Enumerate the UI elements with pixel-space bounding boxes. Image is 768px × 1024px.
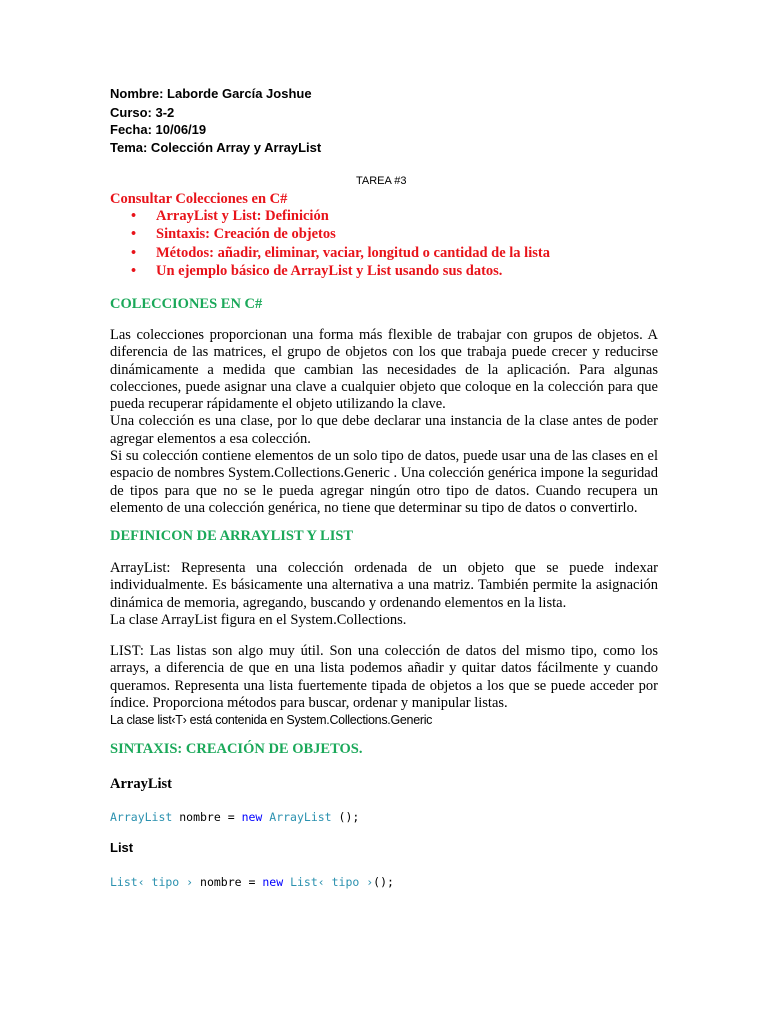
student-name: Nombre: Laborde García Joshue <box>110 86 312 101</box>
paragraph: Las colecciones proporcionan una forma más flexible de trabajar con grupos de objetos. A diferencia de las matrices, el grupo de objetos con los que trabaja puede crecer y reducirse dinámicamente a medida que cambian las necesidades de la aplicación. Para algunas colecciones, puede asignar una clave a cualquier objeto que coloque en la colección para que pueda recuperar rápidamente el objeto utilizando la clave. <box>110 327 658 413</box>
paragraph: Si su colección contiene elementos de un solo tipo de datos, puede usar una de las clases en el espacio de nombres System.Collections.Generic . Una colección genérica impone la seguridad de tipos para que no se le pueda agregar ningún otro tipo de datos. Cuando recupera un elemento de una colección genérica, no tiene que determinar su tipo de datos o convertirlo. <box>110 448 658 516</box>
code-text: (); <box>373 875 394 889</box>
list-item <box>110 263 550 281</box>
date: Fecha: 10/06/19 <box>110 122 207 137</box>
code-type: List‹ tipo › <box>110 875 194 889</box>
code-type: ArrayList <box>269 810 332 824</box>
list-item-text: ArrayList y List: Definición <box>156 208 329 224</box>
bullet-icon: • <box>131 244 137 261</box>
section-heading-sintaxis: SINTAXIS: CREACIÓN DE OBJETOS. <box>110 741 363 757</box>
list-subheading: List <box>110 840 134 855</box>
list-item <box>110 226 550 244</box>
course: Curso: 3-2 <box>110 105 175 120</box>
topic: Tema: Colección Array y ArrayList <box>110 140 322 155</box>
bullet-icon: • <box>131 226 137 243</box>
assignment-number: TAREA #3 <box>356 175 407 187</box>
arraylist-subheading: ArrayList <box>110 776 173 792</box>
section-heading-colecciones: COLECCIONES EN C# <box>110 296 263 312</box>
assignment-list <box>110 208 550 281</box>
colecciones-body <box>110 327 658 517</box>
paragraph: LIST: Las listas son algo muy útil. Son una colección de datos del mismo tipo, como los arrays, a diferencia de que en una lista podemos añadir y quitar datos fácilmente y cuando queramos. Representa una lista fuertemente tipada de objetos a los que se puede acceder por índice. Proporciona métodos para buscar, ordenar y manipular listas. <box>110 643 658 711</box>
list-item-text: Métodos: añadir, eliminar, vaciar, longitud o cantidad de la lista <box>156 244 550 261</box>
list-code-snippet <box>110 875 394 889</box>
code-text: nombre = <box>193 875 263 889</box>
list-namespace-note: La clase list‹T› está contenida en System.Collections.Generic <box>110 713 433 728</box>
code-text: (); <box>331 810 360 824</box>
bullet-icon: • <box>131 208 137 224</box>
bullet-icon: • <box>131 262 137 279</box>
list-item <box>110 245 550 263</box>
assignment-title: Consultar Colecciones en C# <box>110 191 288 207</box>
code-keyword: new <box>241 810 263 824</box>
arraylist-definition <box>110 560 658 629</box>
paragraph: Una colección es una clase, por lo que debe declarar una instancia de la clase antes de poder agregar elementos a esa colección. <box>110 413 658 447</box>
arraylist-code-snippet <box>110 810 359 824</box>
code-type: ArrayList <box>110 810 173 824</box>
code-text: nombre = <box>172 810 242 824</box>
list-item-text: Sintaxis: Creación de objetos <box>156 226 336 243</box>
paragraph: ArrayList: Representa una colección ordenada de un objeto que se puede indexar individualmente. Es básicamente una alternativa a una matriz. También permite la asignación dinámica de memoria, agregando, buscando y ordenando elementos en la lista. <box>110 560 658 611</box>
paragraph: La clase ArrayList figura en el System.Collections. <box>110 611 407 628</box>
list-definition <box>110 643 658 729</box>
section-heading-definicion: DEFINICON DE ARRAYLIST Y LIST <box>110 528 354 544</box>
code-type: List‹ tipo › <box>290 875 374 889</box>
code-keyword: new <box>262 875 284 889</box>
list-item <box>110 208 550 226</box>
list-item-text: Un ejemplo básico de ArrayList y List usando sus datos. <box>156 262 503 279</box>
